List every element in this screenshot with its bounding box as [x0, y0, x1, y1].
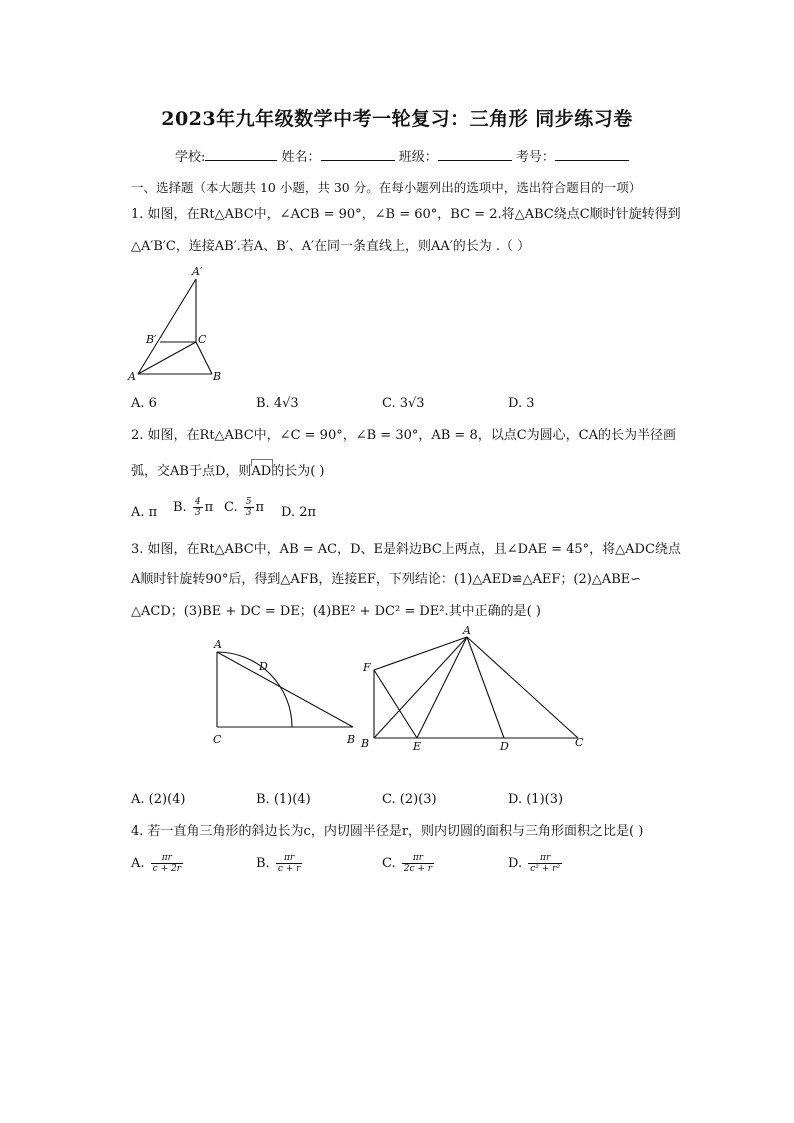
class-label: 班级： [398, 150, 438, 165]
q4-d-num: πr [528, 853, 562, 864]
q4-option-b-letter: B. [256, 856, 270, 871]
exam-number-label: 考号： [515, 150, 555, 165]
q3-option-b[interactable]: B. (1)(4) [256, 792, 311, 807]
name-blank[interactable] [321, 148, 395, 161]
q1-option-c[interactable]: C. 3√3 [382, 396, 425, 411]
q3-fig1-label-c: C [213, 733, 222, 746]
q1-label-b: B [213, 370, 222, 383]
q2-option-b[interactable] [173, 497, 213, 518]
q4-option-b-fraction [276, 853, 303, 874]
q2-option-c[interactable] [224, 497, 264, 518]
q3-fig2-label-f: F [363, 661, 371, 674]
q2-option-d[interactable]: D. 2π [281, 505, 317, 520]
q3-fig2-label-e: E [413, 740, 422, 752]
exam-number-blank[interactable] [555, 148, 629, 161]
q2-option-c-fraction [244, 497, 254, 518]
q4-option-d[interactable] [508, 853, 564, 874]
q4-option-a-fraction [151, 853, 183, 874]
q3-fig2-label-a: A [463, 624, 471, 637]
q2-c-pi: π [255, 500, 265, 515]
q4-option-a[interactable] [131, 853, 185, 874]
question-1-figure [124, 266, 229, 384]
q3-fig1-label-b: B [347, 733, 356, 746]
q3-fig2-label-c: C [575, 736, 584, 749]
question-2-line-1: 2. 如图，在Rt△ABC中，∠C = 90°，∠B = 30°，AB = 8，以点C为圆心，CA的长为半径画 [131, 428, 677, 443]
q3-option-c[interactable]: C. (2)(3) [382, 792, 437, 807]
question-2-line-2 [131, 463, 324, 481]
question-3-figure-2 [358, 622, 598, 752]
q1-label-a: A [128, 370, 136, 383]
q2-line2-post: 的长为( ) [271, 464, 325, 479]
q4-option-b[interactable] [256, 853, 304, 874]
q2-c-den: 3 [245, 508, 252, 518]
q1-option-d[interactable]: D. 3 [508, 396, 535, 411]
school-blank[interactable] [205, 148, 277, 161]
q3-fig1-label-a: A [214, 638, 222, 651]
section-heading: 一、选择题（本大题共 10 小题，共 30 分。在每小题列出的选项中，选出符合题目的一项） [131, 180, 642, 195]
q3-fig1-label-d: D [259, 660, 268, 673]
q1-option-a[interactable]: A. 6 [131, 396, 157, 411]
q2-b-pi: π [204, 500, 214, 515]
q2-c-num: 5 [245, 497, 252, 507]
q3-fig2-label-b: B [361, 737, 370, 750]
question-3-line-3: △ACD；(3)BE + DC = DE；(4)BE² + DC² = DE².其中正确的是( ) [131, 604, 541, 619]
q2-b-num: 4 [194, 497, 201, 507]
q3-option-a[interactable]: A. (2)(4) [131, 792, 186, 807]
student-info-line [175, 146, 629, 165]
class-blank[interactable] [438, 148, 512, 161]
q2-option-c-letter: C. [224, 500, 238, 515]
q2-b-den: 3 [194, 508, 201, 518]
question-3-figure-1 [205, 632, 365, 750]
question-3-line-1: 3. 如图，在Rt△ABC中，AB = AC，D、E是斜边BC上两点，且∠DAE = 45°，将△ADC绕点 [131, 542, 681, 557]
q4-option-d-fraction [528, 853, 562, 874]
q3-option-d[interactable]: D. (1)(3) [508, 792, 564, 807]
q2-option-a[interactable]: A. π [131, 505, 158, 520]
q3-fig2-label-d: D [500, 740, 509, 752]
q4-a-num: πr [151, 853, 183, 864]
q4-b-den: c + r [277, 864, 301, 874]
q2-option-b-letter: B. [173, 500, 187, 515]
question-3-line-2: A顺时针旋转90°后，得到△AFB，连接EF，下列结论：(1)△AED≌△AEF；(2)△ABE∽ [131, 572, 642, 587]
q1-option-b[interactable]: B. 4√3 [256, 396, 299, 411]
q4-c-den: 2c + r [403, 864, 433, 874]
question-4-line-1: 4. 若一直角三角形的斜边长为c，内切圆半径是r，则内切圆的面积与三角形面积之比是( ) [131, 824, 644, 839]
school-label: 学校: [175, 150, 206, 165]
question-1-line-1: 1. 如图，在Rt△ABC中，∠ACB = 90°，∠B = 60°，BC = 2.将△ABC绕点C顺时针旋转得到 [131, 207, 681, 222]
question-1-line-2: △A′B′C，连接AB′.若A、B′、A′在同一条直线上，则AA′的长为 .（ ） [131, 239, 531, 254]
q4-b-num: πr [276, 853, 303, 864]
q1-label-b-prime: B′ [146, 333, 157, 346]
q4-option-c[interactable] [382, 853, 436, 874]
q4-option-c-fraction [402, 853, 434, 874]
q4-option-a-letter: A. [131, 856, 145, 871]
q1-label-c: C [198, 333, 207, 346]
q2-line2-pre: 弧，交AB于点D，则 [131, 464, 252, 479]
q4-a-den: c + 2r [152, 864, 182, 874]
q1-label-a-prime: A′ [192, 266, 203, 278]
q4-c-num: πr [402, 853, 434, 864]
q2-option-b-fraction [193, 497, 203, 518]
name-label: 姓名： [281, 150, 321, 165]
page-title: 2023年九年级数学中考一轮复习：三角形 同步练习卷 [161, 108, 633, 130]
q4-option-c-letter: C. [382, 856, 396, 871]
q4-option-d-letter: D. [508, 856, 523, 871]
arc-ad: AD [251, 464, 272, 479]
q4-d-den: c² + r² [530, 864, 561, 874]
